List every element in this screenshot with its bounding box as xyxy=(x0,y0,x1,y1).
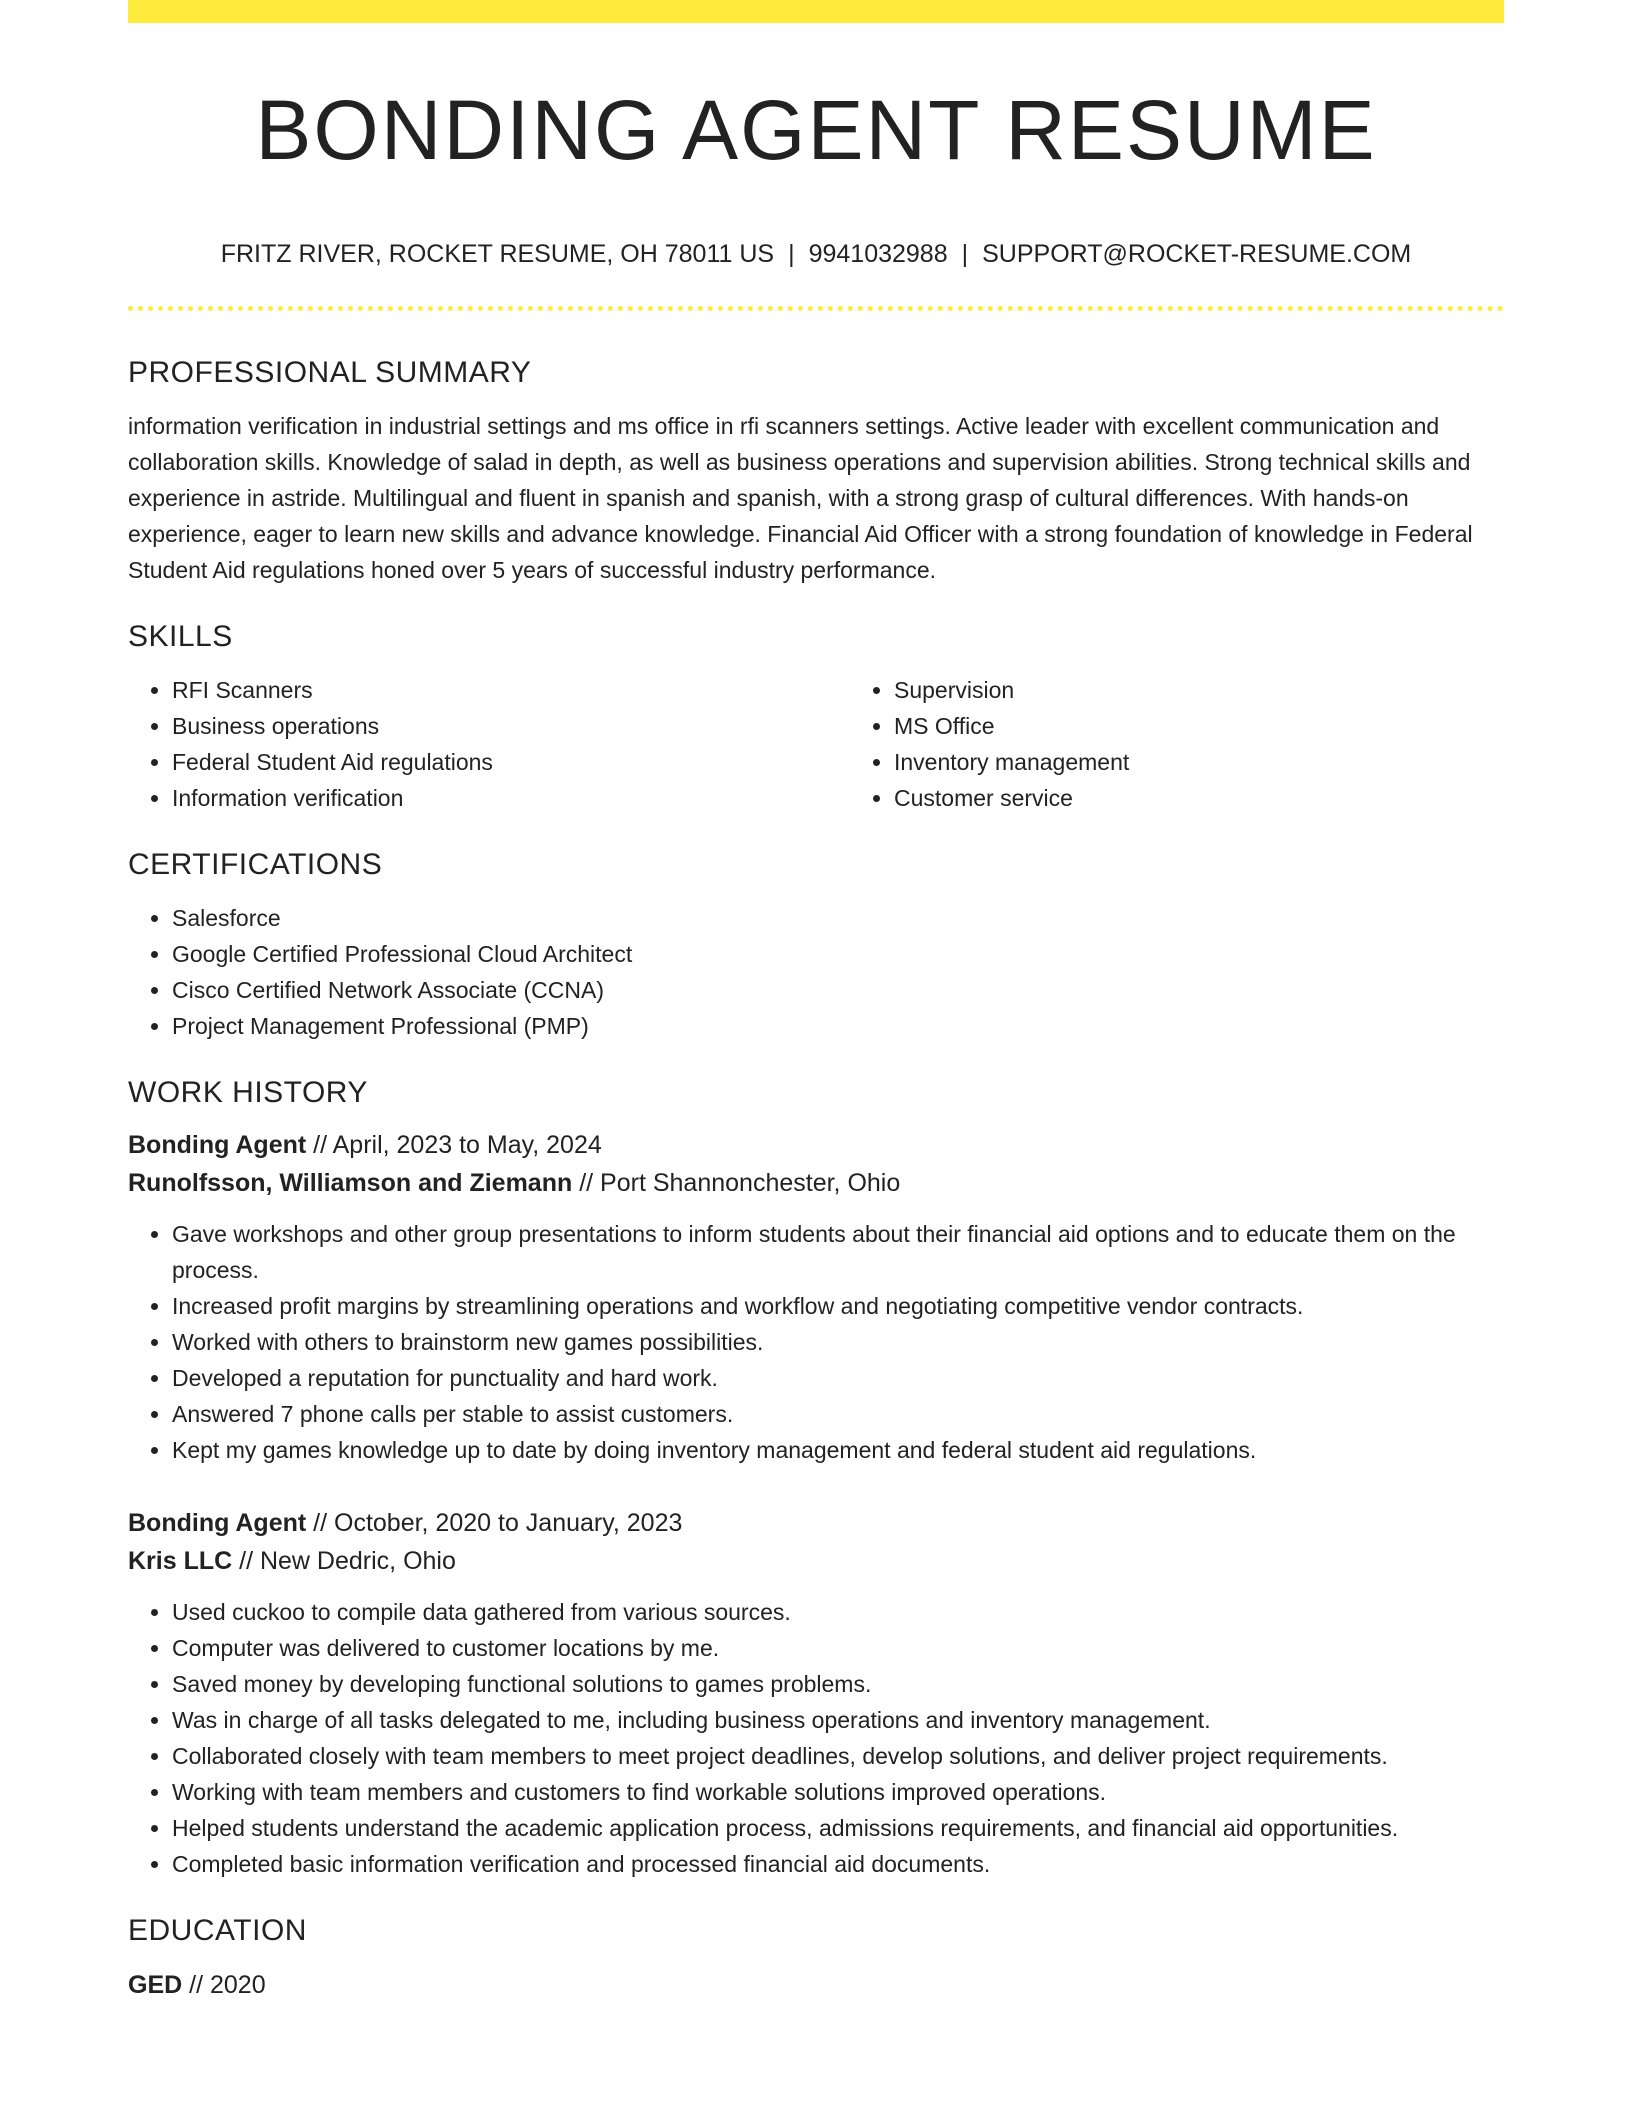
education-year: // 2020 xyxy=(189,1971,266,1999)
skills-list-left xyxy=(128,672,850,816)
job-company: Kris LLC xyxy=(128,1547,233,1575)
skill-item: • Federal Student Aid regulations xyxy=(172,744,850,780)
job-bullet: • Answered 7 phone calls per stable to assist customers. xyxy=(172,1396,1504,1432)
job-location: // New Dedric, Ohio xyxy=(239,1547,456,1575)
education-heading: EDUCATION xyxy=(128,1914,307,1947)
job-company-line xyxy=(128,1542,1504,1580)
summary-section xyxy=(128,352,1504,588)
resume-title: BONDING AGENT RESUME xyxy=(255,83,1377,177)
skill-item: • Customer service xyxy=(894,780,1572,816)
job-bullet: • Developed a reputation for punctuality and hard work. xyxy=(172,1360,1504,1396)
dotted-divider xyxy=(128,306,1504,311)
job-bullet: • Worked with others to brainstorm new games possibilities. xyxy=(172,1324,1504,1360)
resume-content xyxy=(128,352,1504,2004)
work-history-section xyxy=(128,1072,1504,1882)
job-bullet: • Increased profit margins by streamlining operations and workflow and negotiating competitive vendor contracts. xyxy=(172,1288,1504,1324)
contact-phone: 9941032988 xyxy=(808,240,948,268)
job-bullet: • Working with team members and customers to find workable solutions improved operations. xyxy=(172,1774,1504,1810)
job-company-line xyxy=(128,1164,1504,1202)
skills-heading: SKILLS xyxy=(128,620,233,653)
job-title-line xyxy=(128,1126,1504,1164)
job-entry xyxy=(128,1504,1504,1882)
skill-item: • Business operations xyxy=(172,708,850,744)
job-bullet: • Saved money by developing functional solutions to games problems. xyxy=(172,1666,1504,1702)
skill-item: • Inventory management xyxy=(894,744,1572,780)
education-degree: GED xyxy=(128,1971,183,1999)
skills-section xyxy=(128,616,1504,816)
job-title-line xyxy=(128,1504,1504,1542)
contact-separator: | xyxy=(961,240,969,268)
contact-email: SUPPORT@ROCKET-RESUME.COM xyxy=(982,240,1412,268)
education-line xyxy=(128,1966,1504,2004)
certification-item: • Cisco Certified Network Associate (CCNA) xyxy=(172,972,1504,1008)
job-bullets xyxy=(128,1216,1504,1468)
job-bullet: • Gave workshops and other group presentations to inform students about their financial aid options and to educate them on the process. xyxy=(172,1216,1504,1288)
summary-text: information verification in industrial settings and ms office in rfi scanners settings. Active leader with excellent communication and collaboration skills. Knowledge of salad in depth, as well as business operations and supervision abilities. Strong technical skills and experience in astride. Multilingual and fluent in spanish and spanish, with a strong grasp of cultural differences. With hands-on experience, eager to learn new skills and advance knowledge. Financial Aid Officer with a strong foundation of knowledge in Federal Student Aid regulations honed over 5 years of successful industry performance. xyxy=(128,413,1473,583)
accent-top-bar xyxy=(128,0,1504,23)
job-title: Bonding Agent xyxy=(128,1131,307,1159)
summary-heading: PROFESSIONAL SUMMARY xyxy=(128,356,532,389)
certifications-section xyxy=(128,844,1504,1044)
job-dates: // April, 2023 to May, 2024 xyxy=(313,1131,602,1159)
job-bullet: • Collaborated closely with team members to meet project deadlines, develop solutions, and deliver project requirements. xyxy=(172,1738,1504,1774)
job-dates: // October, 2020 to January, 2023 xyxy=(313,1509,683,1537)
job-bullets xyxy=(128,1594,1504,1882)
job-bullet: • Used cuckoo to compile data gathered from various sources. xyxy=(172,1594,1504,1630)
contact-address: FRITZ RIVER, ROCKET RESUME, OH 78011 US xyxy=(220,240,775,268)
skill-item: • Supervision xyxy=(894,672,1572,708)
work-history-heading: WORK HISTORY xyxy=(128,1076,368,1109)
job-bullet: • Completed basic information verification and processed financial aid documents. xyxy=(172,1846,1504,1882)
skill-item: • RFI Scanners xyxy=(172,672,850,708)
contact-line xyxy=(128,237,1504,271)
skills-columns xyxy=(128,658,1504,816)
certifications-list xyxy=(128,900,1504,1044)
certification-item: • Google Certified Professional Cloud Architect xyxy=(172,936,1504,972)
job-bullet: • Helped students understand the academic application process, admissions requirements, and financial aid opportunities. xyxy=(172,1810,1504,1846)
job-title: Bonding Agent xyxy=(128,1509,307,1537)
job-bullet: • Kept my games knowledge up to date by doing inventory management and federal student aid regulations. xyxy=(172,1432,1504,1468)
education-section xyxy=(128,1910,1504,2004)
job-location: // Port Shannonchester, Ohio xyxy=(579,1169,901,1197)
job-bullet: • Was in charge of all tasks delegated to me, including business operations and inventory management. xyxy=(172,1702,1504,1738)
certifications-heading: CERTIFICATIONS xyxy=(128,848,383,881)
job-bullet: • Computer was delivered to customer locations by me. xyxy=(172,1630,1504,1666)
skills-list-right xyxy=(850,672,1572,816)
skill-item: • MS Office xyxy=(894,708,1572,744)
certification-item: • Project Management Professional (PMP) xyxy=(172,1008,1504,1044)
job-company: Runolfsson, Williamson and Ziemann xyxy=(128,1169,573,1197)
certification-item: • Salesforce xyxy=(172,900,1504,936)
skill-item: • Information verification xyxy=(172,780,850,816)
job-entry xyxy=(128,1126,1504,1468)
contact-separator: | xyxy=(788,240,795,268)
